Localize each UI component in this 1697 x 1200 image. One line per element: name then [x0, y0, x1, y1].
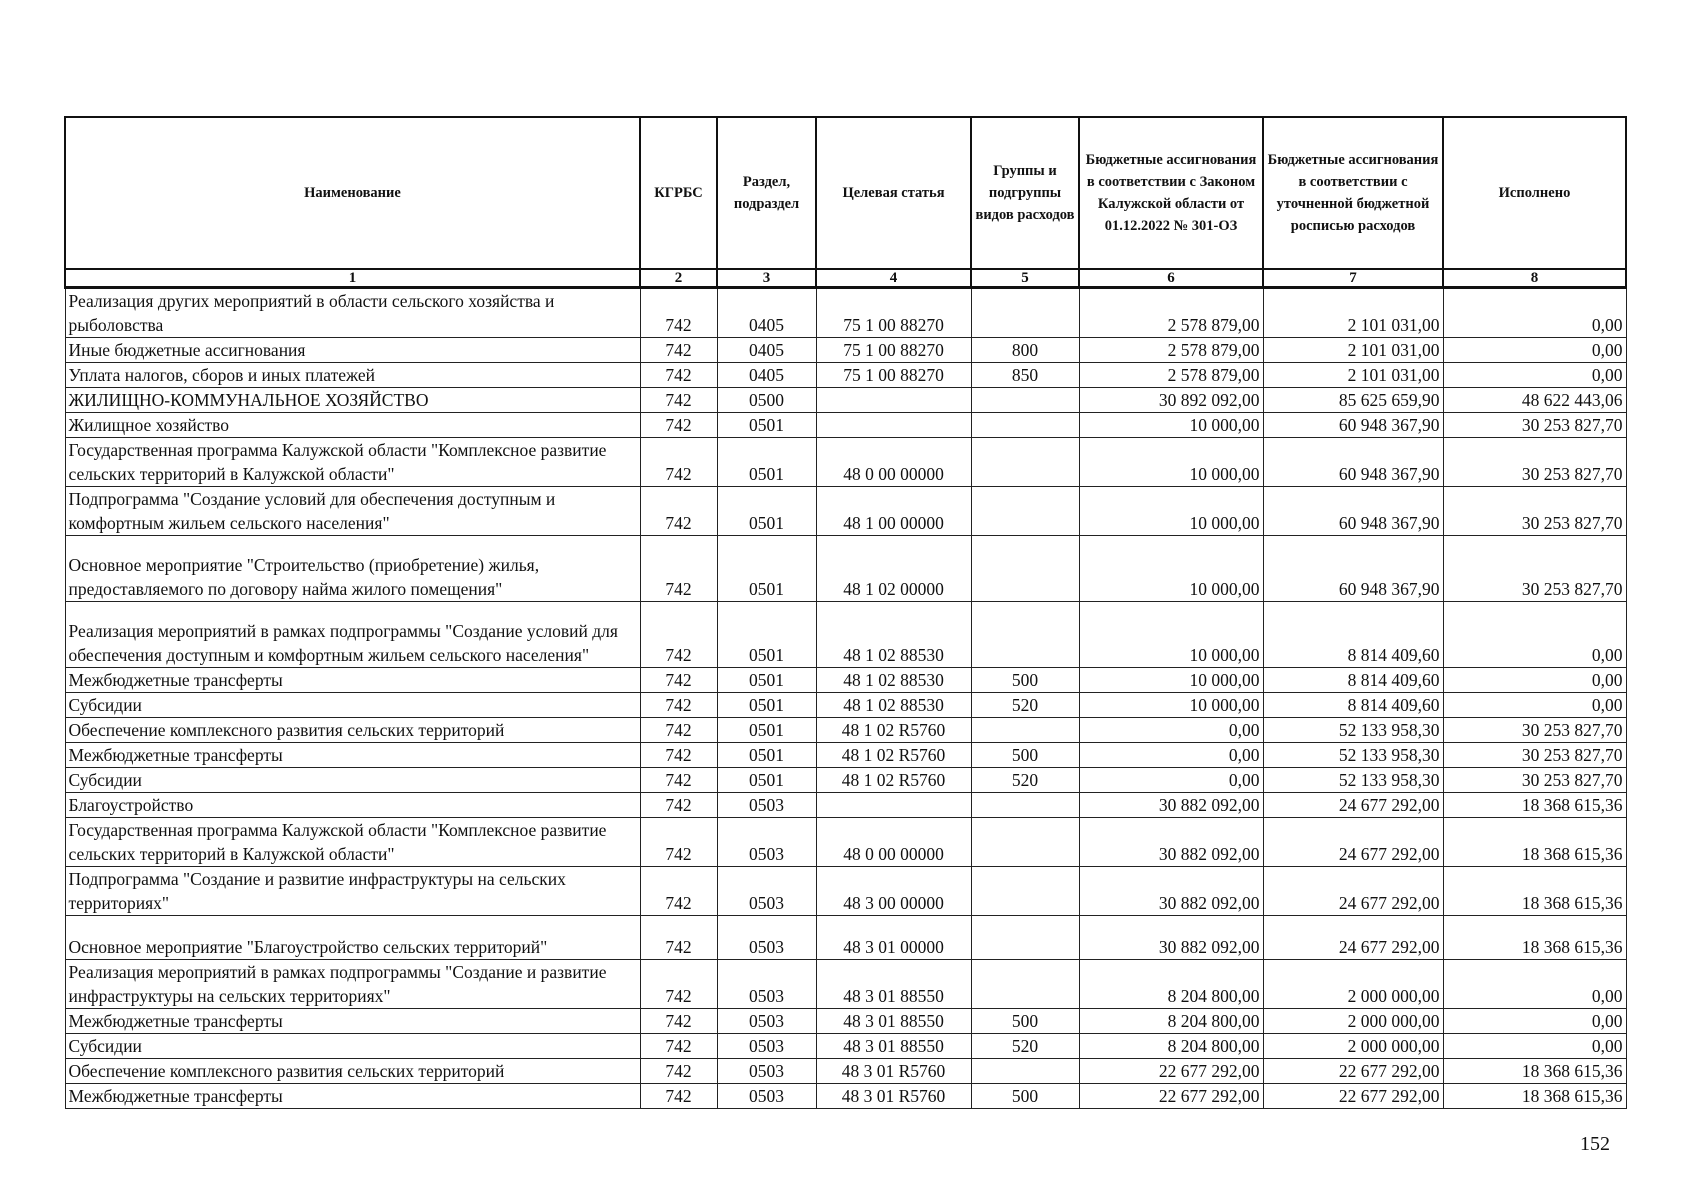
kgrbs-cell: 742: [640, 960, 717, 1009]
section-cell: 0501: [717, 768, 816, 793]
kgrbs-cell: 742: [640, 338, 717, 363]
target-article-cell: 48 0 00 00000: [816, 818, 971, 867]
table-row: [65, 438, 1626, 487]
table-row: [65, 363, 1626, 388]
header-kgrbs: КГРБС: [640, 117, 717, 269]
executed-cell: 30 253 827,70: [1443, 718, 1626, 743]
kgrbs-cell: 742: [640, 768, 717, 793]
target-article-cell: [816, 793, 971, 818]
header-row: [65, 117, 1626, 269]
executed-cell: 0,00: [1443, 1009, 1626, 1034]
row-name-cell: Основное мероприятие "Строительство (приобретение) жилья, предоставляемого по договору найма жилого помещения": [65, 536, 640, 602]
target-article-cell: 48 1 02 R5760: [816, 768, 971, 793]
table-row: [65, 768, 1626, 793]
column-number: 3: [717, 269, 816, 288]
refined-allocation-cell: 2 101 031,00: [1263, 363, 1443, 388]
kgrbs-cell: 742: [640, 793, 717, 818]
kgrbs-cell: 742: [640, 693, 717, 718]
column-number: 5: [971, 269, 1079, 288]
section-cell: 0405: [717, 363, 816, 388]
kgrbs-cell: 742: [640, 288, 717, 338]
header-executed: Исполнено: [1443, 117, 1626, 269]
target-article-cell: 48 3 01 R5760: [816, 1059, 971, 1084]
table-row: [65, 1084, 1626, 1109]
table-row: [65, 916, 1626, 960]
refined-allocation-cell: 24 677 292,00: [1263, 793, 1443, 818]
row-name-cell: Реализация мероприятий в рамках подпрограммы "Создание и развитие инфраструктуры на сельских территориях": [65, 960, 640, 1009]
law-allocation-cell: 30 892 092,00: [1079, 388, 1263, 413]
refined-allocation-cell: 22 677 292,00: [1263, 1059, 1443, 1084]
law-allocation-cell: 10 000,00: [1079, 668, 1263, 693]
header-target-article: Целевая статья: [816, 117, 971, 269]
section-cell: 0405: [717, 288, 816, 338]
kgrbs-cell: 742: [640, 487, 717, 536]
row-name-cell: Обеспечение комплексного развития сельских территорий: [65, 718, 640, 743]
column-number: 4: [816, 269, 971, 288]
table-row: [65, 1034, 1626, 1059]
law-allocation-cell: 2 578 879,00: [1079, 363, 1263, 388]
executed-cell: 18 368 615,36: [1443, 793, 1626, 818]
target-article-cell: 48 1 00 00000: [816, 487, 971, 536]
section-cell: 0503: [717, 1034, 816, 1059]
refined-allocation-cell: 60 948 367,90: [1263, 413, 1443, 438]
section-cell: 0500: [717, 388, 816, 413]
expense-group-cell: 500: [971, 668, 1079, 693]
target-article-cell: 48 3 00 00000: [816, 867, 971, 916]
kgrbs-cell: 742: [640, 438, 717, 487]
refined-allocation-cell: 8 814 409,60: [1263, 602, 1443, 668]
executed-cell: 18 368 615,36: [1443, 867, 1626, 916]
executed-cell: 30 253 827,70: [1443, 487, 1626, 536]
table-row: [65, 743, 1626, 768]
column-number-row: [65, 269, 1626, 288]
kgrbs-cell: 742: [640, 536, 717, 602]
row-name-cell: Подпрограмма "Создание условий для обеспечения доступным и комфортным жильем сельского населения": [65, 487, 640, 536]
executed-cell: 18 368 615,36: [1443, 916, 1626, 960]
refined-allocation-cell: 22 677 292,00: [1263, 1084, 1443, 1109]
expense-group-cell: [971, 438, 1079, 487]
target-article-cell: 48 3 01 88550: [816, 1009, 971, 1034]
kgrbs-cell: 742: [640, 668, 717, 693]
law-allocation-cell: 10 000,00: [1079, 693, 1263, 718]
refined-allocation-cell: 8 814 409,60: [1263, 693, 1443, 718]
row-name-cell: Реализация мероприятий в рамках подпрограммы "Создание условий для обеспечения доступным и комфортным жильем сельского населения": [65, 602, 640, 668]
expense-group-cell: 500: [971, 743, 1079, 768]
row-name-cell: Реализация других мероприятий в области сельского хозяйства и рыболовства: [65, 288, 640, 338]
row-name-cell: Межбюджетные трансферты: [65, 1084, 640, 1109]
expense-group-cell: [971, 288, 1079, 338]
law-allocation-cell: 30 882 092,00: [1079, 818, 1263, 867]
refined-allocation-cell: 52 133 958,30: [1263, 718, 1443, 743]
target-article-cell: [816, 413, 971, 438]
expense-group-cell: [971, 793, 1079, 818]
kgrbs-cell: 742: [640, 602, 717, 668]
executed-cell: 30 253 827,70: [1443, 743, 1626, 768]
expense-group-cell: 520: [971, 693, 1079, 718]
table-row: [65, 818, 1626, 867]
law-allocation-cell: 0,00: [1079, 718, 1263, 743]
target-article-cell: 75 1 00 88270: [816, 338, 971, 363]
executed-cell: 18 368 615,36: [1443, 1059, 1626, 1084]
refined-allocation-cell: 60 948 367,90: [1263, 438, 1443, 487]
row-name-cell: ЖИЛИЩНО-КОММУНАЛЬНОЕ ХОЗЯЙСТВО: [65, 388, 640, 413]
row-name-cell: Межбюджетные трансферты: [65, 668, 640, 693]
law-allocation-cell: 8 204 800,00: [1079, 1034, 1263, 1059]
section-cell: 0503: [717, 793, 816, 818]
table-row: [65, 288, 1626, 338]
law-allocation-cell: 10 000,00: [1079, 438, 1263, 487]
law-allocation-cell: 0,00: [1079, 768, 1263, 793]
row-name-cell: Межбюджетные трансферты: [65, 743, 640, 768]
table-row: [65, 388, 1626, 413]
section-cell: 0503: [717, 1084, 816, 1109]
row-name-cell: Благоустройство: [65, 793, 640, 818]
executed-cell: 0,00: [1443, 960, 1626, 1009]
header-section: Раздел, подраздел: [717, 117, 816, 269]
kgrbs-cell: 742: [640, 1084, 717, 1109]
target-article-cell: 48 1 02 00000: [816, 536, 971, 602]
table-row: [65, 338, 1626, 363]
section-cell: 0501: [717, 602, 816, 668]
law-allocation-cell: 2 578 879,00: [1079, 288, 1263, 338]
refined-allocation-cell: 8 814 409,60: [1263, 668, 1443, 693]
law-allocation-cell: 2 578 879,00: [1079, 338, 1263, 363]
executed-cell: 0,00: [1443, 288, 1626, 338]
kgrbs-cell: 742: [640, 1009, 717, 1034]
refined-allocation-cell: 2 000 000,00: [1263, 960, 1443, 1009]
law-allocation-cell: 22 677 292,00: [1079, 1059, 1263, 1084]
table-row: [65, 602, 1626, 668]
header-law-allocations: Бюджетные ассигнования в соответствии с Законом Калужской области от 01.12.2022 № 301-ОЗ: [1079, 117, 1263, 269]
law-allocation-cell: 8 204 800,00: [1079, 1009, 1263, 1034]
law-allocation-cell: 0,00: [1079, 743, 1263, 768]
executed-cell: 48 622 443,06: [1443, 388, 1626, 413]
row-name-cell: Субсидии: [65, 1034, 640, 1059]
kgrbs-cell: 742: [640, 1059, 717, 1084]
row-name-cell: Государственная программа Калужской области "Комплексное развитие сельских территорий в Калужской области": [65, 818, 640, 867]
column-number: 7: [1263, 269, 1443, 288]
section-cell: 0501: [717, 668, 816, 693]
row-name-cell: Субсидии: [65, 693, 640, 718]
row-name-cell: Жилищное хозяйство: [65, 413, 640, 438]
budget-table: [64, 116, 1627, 1109]
header-refined-allocations: Бюджетные ассигнования в соответствии с уточненной бюджетной росписью расходов: [1263, 117, 1443, 269]
target-article-cell: 48 3 01 00000: [816, 916, 971, 960]
expense-group-cell: [971, 1059, 1079, 1084]
row-name-cell: Подпрограмма "Создание и развитие инфраструктуры на сельских территориях": [65, 867, 640, 916]
section-cell: 0503: [717, 916, 816, 960]
table-row: [65, 867, 1626, 916]
executed-cell: 0,00: [1443, 1034, 1626, 1059]
kgrbs-cell: 742: [640, 867, 717, 916]
expense-group-cell: 520: [971, 768, 1079, 793]
table-row: [65, 487, 1626, 536]
refined-allocation-cell: 24 677 292,00: [1263, 916, 1443, 960]
table-row: [65, 960, 1626, 1009]
law-allocation-cell: 30 882 092,00: [1079, 916, 1263, 960]
expense-group-cell: [971, 487, 1079, 536]
section-cell: 0501: [717, 693, 816, 718]
row-name-cell: Иные бюджетные ассигнования: [65, 338, 640, 363]
section-cell: 0503: [717, 867, 816, 916]
expense-group-cell: 500: [971, 1084, 1079, 1109]
refined-allocation-cell: 52 133 958,30: [1263, 768, 1443, 793]
expense-group-cell: [971, 602, 1079, 668]
section-cell: 0501: [717, 413, 816, 438]
table-row: [65, 1059, 1626, 1084]
section-cell: 0501: [717, 718, 816, 743]
expense-group-cell: 800: [971, 338, 1079, 363]
target-article-cell: 48 1 02 R5760: [816, 743, 971, 768]
target-article-cell: 48 3 01 88550: [816, 1034, 971, 1059]
executed-cell: 30 253 827,70: [1443, 438, 1626, 487]
table-row: [65, 693, 1626, 718]
law-allocation-cell: 22 677 292,00: [1079, 1084, 1263, 1109]
target-article-cell: 48 1 02 88530: [816, 602, 971, 668]
target-article-cell: 48 3 01 88550: [816, 960, 971, 1009]
target-article-cell: 48 3 01 R5760: [816, 1084, 971, 1109]
target-article-cell: 48 1 02 88530: [816, 693, 971, 718]
refined-allocation-cell: 60 948 367,90: [1263, 487, 1443, 536]
executed-cell: 30 253 827,70: [1443, 536, 1626, 602]
expense-group-cell: [971, 388, 1079, 413]
target-article-cell: 75 1 00 88270: [816, 288, 971, 338]
executed-cell: 0,00: [1443, 363, 1626, 388]
table-row: [65, 668, 1626, 693]
header-name: Наименование: [65, 117, 640, 269]
section-cell: 0503: [717, 960, 816, 1009]
section-cell: 0501: [717, 487, 816, 536]
expense-group-cell: [971, 867, 1079, 916]
refined-allocation-cell: 85 625 659,90: [1263, 388, 1443, 413]
row-name-cell: Государственная программа Калужской области "Комплексное развитие сельских территорий в Калужской области": [65, 438, 640, 487]
executed-cell: 0,00: [1443, 668, 1626, 693]
target-article-cell: 75 1 00 88270: [816, 363, 971, 388]
refined-allocation-cell: 60 948 367,90: [1263, 536, 1443, 602]
expense-group-cell: 500: [971, 1009, 1079, 1034]
expense-group-cell: [971, 960, 1079, 1009]
page-number: 152: [1580, 1133, 1610, 1155]
table-row: [65, 1009, 1626, 1034]
row-name-cell: Межбюджетные трансферты: [65, 1009, 640, 1034]
law-allocation-cell: 30 882 092,00: [1079, 793, 1263, 818]
law-allocation-cell: 10 000,00: [1079, 536, 1263, 602]
table-row: [65, 413, 1626, 438]
kgrbs-cell: 742: [640, 1034, 717, 1059]
target-article-cell: [816, 388, 971, 413]
expense-group-cell: [971, 413, 1079, 438]
refined-allocation-cell: 2 101 031,00: [1263, 288, 1443, 338]
executed-cell: 0,00: [1443, 693, 1626, 718]
refined-allocation-cell: 2 101 031,00: [1263, 338, 1443, 363]
section-cell: 0503: [717, 818, 816, 867]
refined-allocation-cell: 2 000 000,00: [1263, 1009, 1443, 1034]
executed-cell: 18 368 615,36: [1443, 1084, 1626, 1109]
target-article-cell: 48 1 02 R5760: [816, 718, 971, 743]
row-name-cell: Уплата налогов, сборов и иных платежей: [65, 363, 640, 388]
section-cell: 0503: [717, 1059, 816, 1084]
expense-group-cell: [971, 916, 1079, 960]
executed-cell: 30 253 827,70: [1443, 768, 1626, 793]
section-cell: 0501: [717, 743, 816, 768]
target-article-cell: 48 1 02 88530: [816, 668, 971, 693]
column-number: 1: [65, 269, 640, 288]
kgrbs-cell: 742: [640, 818, 717, 867]
row-name-cell: Основное мероприятие "Благоустройство сельских территорий": [65, 916, 640, 960]
executed-cell: 30 253 827,70: [1443, 413, 1626, 438]
column-number: 2: [640, 269, 717, 288]
section-cell: 0501: [717, 438, 816, 487]
expense-group-cell: [971, 818, 1079, 867]
table-row: [65, 718, 1626, 743]
executed-cell: 0,00: [1443, 602, 1626, 668]
refined-allocation-cell: 24 677 292,00: [1263, 867, 1443, 916]
section-cell: 0405: [717, 338, 816, 363]
row-name-cell: Обеспечение комплексного развития сельских территорий: [65, 1059, 640, 1084]
law-allocation-cell: 30 882 092,00: [1079, 867, 1263, 916]
section-cell: 0501: [717, 536, 816, 602]
target-article-cell: 48 0 00 00000: [816, 438, 971, 487]
kgrbs-cell: 742: [640, 916, 717, 960]
kgrbs-cell: 742: [640, 743, 717, 768]
table-body: [65, 288, 1626, 1109]
column-number: 8: [1443, 269, 1626, 288]
table-row: [65, 793, 1626, 818]
header-expense-groups: Группы и подгруппы видов расходов: [971, 117, 1079, 269]
kgrbs-cell: 742: [640, 388, 717, 413]
law-allocation-cell: 10 000,00: [1079, 602, 1263, 668]
kgrbs-cell: 742: [640, 718, 717, 743]
expense-group-cell: [971, 536, 1079, 602]
column-number: 6: [1079, 269, 1263, 288]
table-row: [65, 536, 1626, 602]
refined-allocation-cell: 52 133 958,30: [1263, 743, 1443, 768]
kgrbs-cell: 742: [640, 363, 717, 388]
expense-group-cell: [971, 718, 1079, 743]
executed-cell: 0,00: [1443, 338, 1626, 363]
expense-group-cell: 850: [971, 363, 1079, 388]
expense-group-cell: 520: [971, 1034, 1079, 1059]
kgrbs-cell: 742: [640, 413, 717, 438]
refined-allocation-cell: 24 677 292,00: [1263, 818, 1443, 867]
row-name-cell: Субсидии: [65, 768, 640, 793]
law-allocation-cell: 10 000,00: [1079, 487, 1263, 536]
executed-cell: 18 368 615,36: [1443, 818, 1626, 867]
section-cell: 0503: [717, 1009, 816, 1034]
law-allocation-cell: 8 204 800,00: [1079, 960, 1263, 1009]
refined-allocation-cell: 2 000 000,00: [1263, 1034, 1443, 1059]
law-allocation-cell: 10 000,00: [1079, 413, 1263, 438]
